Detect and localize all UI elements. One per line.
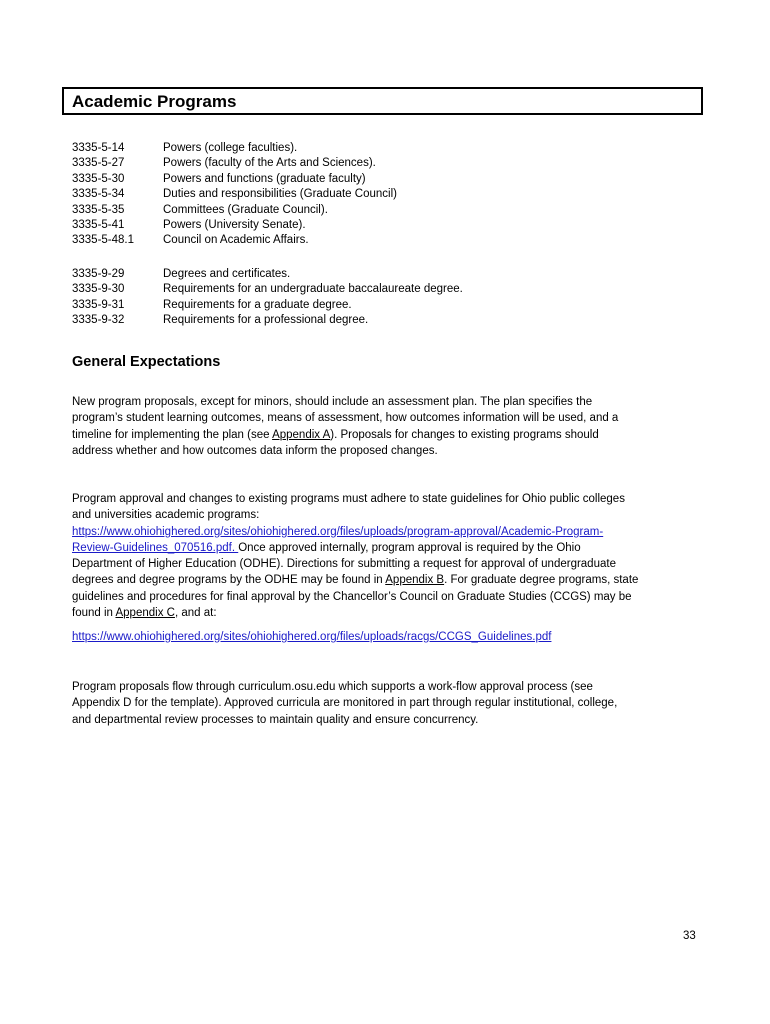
paragraph-line: and universities academic programs: — [72, 509, 260, 522]
paragraph-line — [72, 540, 692, 556]
section-title: Academic Programs — [72, 92, 237, 111]
rule-code: 3335-9-31 — [72, 298, 125, 311]
rule-row — [72, 203, 397, 218]
paragraph-line: and departmental review processes to maintain quality and ensure concurrency. — [72, 713, 479, 726]
rule-description: Degrees and certificates. — [163, 268, 291, 280]
paragraph-line: Program proposals flow through curriculum.osu.edu which supports a work-flow approval process (see — [72, 681, 593, 693]
text-span: ). Proposals for changes to existing programs should — [330, 428, 599, 441]
rule-code: 3335-5-27 — [72, 157, 125, 170]
text-span: , and at: — [174, 607, 217, 620]
rule-description: Requirements for an undergraduate baccalaureate degree. — [163, 283, 463, 296]
rule-row — [72, 156, 397, 171]
rules-list-faculty — [72, 141, 397, 249]
rule-description: Duties and responsibilities (Graduate Council) — [163, 188, 397, 201]
paragraph-line — [72, 427, 692, 443]
rule-description: Committees (Graduate Council). — [163, 203, 328, 216]
paragraph-line: address whether and how outcomes data inform the proposed changes. — [72, 444, 438, 457]
rule-code: 3335-5-14 — [72, 142, 125, 154]
ccgs-guidelines-link[interactable]: https://www.ohiohighered.org/sites/ohiohighered.org/files/uploads/racgs/CCGS_Guidelines.pdf — [72, 631, 552, 643]
rule-row — [72, 218, 397, 233]
assessment-plan-paragraph — [72, 394, 692, 459]
paragraph-line — [72, 605, 692, 621]
text-span: Once approved internally, program approval is required by the Ohio — [238, 541, 581, 554]
rule-row — [72, 267, 463, 282]
paragraph-line — [72, 572, 692, 588]
general-expectations-heading: General Expectations — [72, 354, 221, 370]
appendix-c-link[interactable]: Appendix C — [115, 607, 175, 620]
text-span: timeline for implementing the plan (see — [72, 428, 273, 441]
rule-code: 3335-9-29 — [72, 268, 125, 280]
paragraph-line: New program proposals, except for minors, should include an assessment plan. The plan specifies the — [72, 396, 593, 408]
rule-code: 3335-5-48.1 — [72, 234, 135, 247]
paragraph-line: program’s student learning outcomes, means of assessment, how outcomes information will be used, and a — [72, 412, 619, 425]
rule-code: 3335-5-35 — [72, 203, 125, 216]
rule-code: 3335-9-30 — [72, 283, 125, 296]
curriculum-workflow-paragraph — [72, 679, 692, 728]
paragraph-line: guidelines and procedures for final approval by the Chancellor’s Council on Graduate Studies (CCGS) may be — [72, 590, 632, 603]
rule-description: Council on Academic Affairs. — [163, 234, 309, 247]
ccgs-link-paragraph — [72, 629, 692, 645]
rule-row — [72, 172, 397, 187]
paragraph-line: Department of Higher Education (ODHE). Directions for submitting a request for approval of undergraduate — [72, 558, 616, 571]
rule-row — [72, 313, 463, 328]
rules-list-degrees — [72, 267, 463, 329]
section-header-box — [62, 87, 703, 115]
text-span: degrees and degree programs by the ODHE may be found in — [72, 574, 386, 587]
rule-code: 3335-5-41 — [72, 219, 125, 232]
program-approval-paragraph — [72, 491, 692, 621]
appendix-b-link[interactable]: Appendix B — [385, 574, 445, 587]
odhe-guidelines-link[interactable]: https://www.ohiohighered.org/sites/ohiohighered.org/files/uploads/program-approval/Academic-Program- — [72, 525, 604, 538]
rule-description: Requirements for a graduate degree. — [163, 298, 352, 311]
odhe-guidelines-link-cont[interactable]: Review-Guidelines_070516.pdf. — [72, 541, 239, 554]
rule-row — [72, 282, 463, 297]
paragraph-line: Appendix D for the template). Approved curricula are monitored in part through regular institutional, college, — [72, 697, 618, 710]
rule-code: 3335-5-30 — [72, 172, 125, 185]
rule-description: Powers and functions (graduate faculty) — [163, 172, 366, 185]
rule-row — [72, 141, 397, 156]
paragraph-line: Program approval and changes to existing programs must adhere to state guidelines for Ohio public colleges — [72, 493, 625, 505]
rule-description: Powers (faculty of the Arts and Sciences). — [163, 157, 376, 170]
rule-description: Requirements for a professional degree. — [163, 314, 369, 327]
paragraph-line — [72, 524, 692, 540]
rule-row — [72, 187, 397, 202]
rule-row — [72, 233, 397, 248]
appendix-a-link[interactable]: Appendix A — [272, 428, 331, 441]
text-span: . For graduate degree programs, state — [444, 574, 639, 587]
rule-description: Powers (college faculties). — [163, 142, 298, 154]
rule-code: 3335-9-32 — [72, 314, 125, 327]
rule-row — [72, 298, 463, 313]
rule-description: Powers (University Senate). — [163, 219, 306, 232]
page-number: 33 — [683, 930, 696, 942]
text-span: found in — [72, 607, 116, 620]
rule-code: 3335-5-34 — [72, 188, 125, 201]
